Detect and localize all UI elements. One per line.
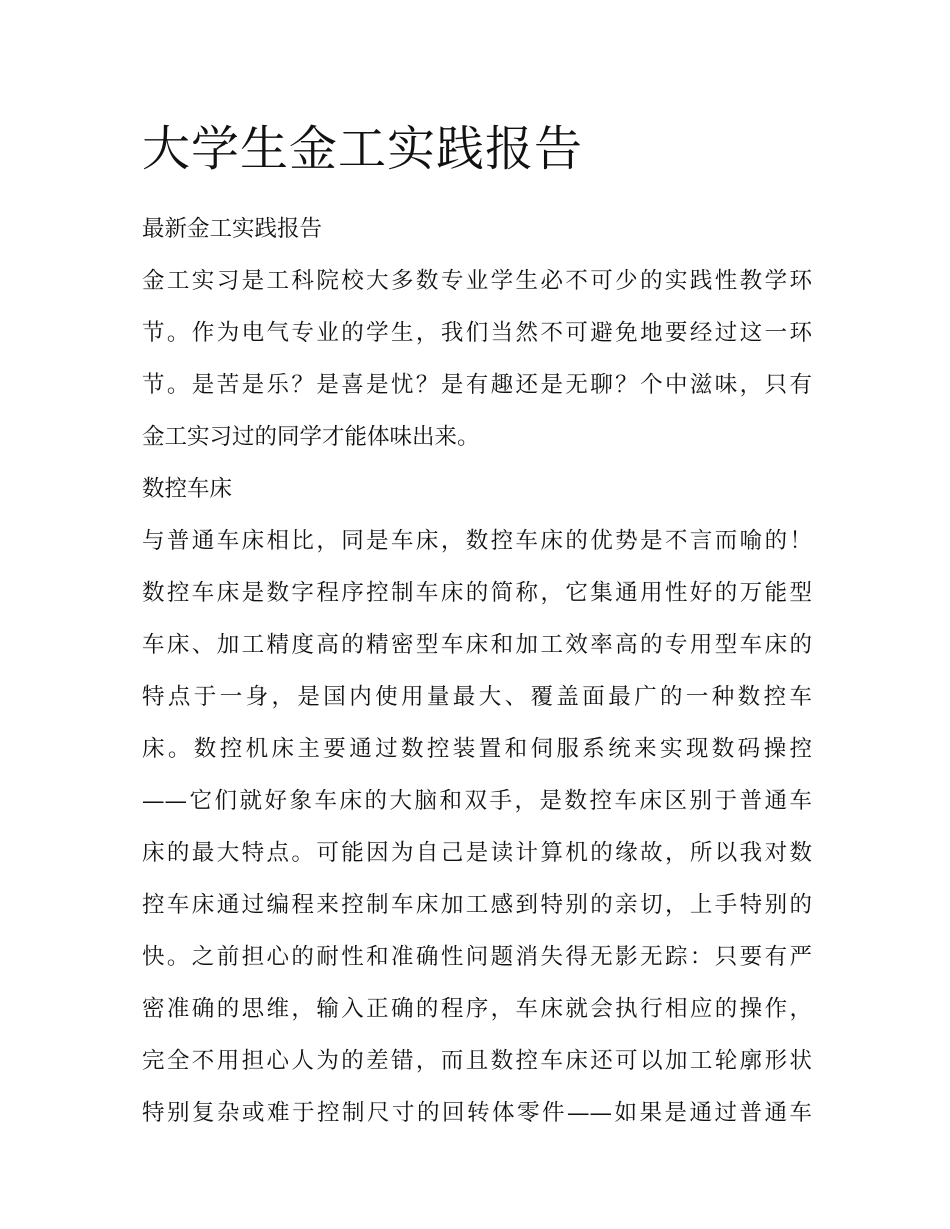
- section-heading: 数控车床: [142, 476, 233, 502]
- paragraph-line: 车床、加工精度高的精密型车床和加工效率高的专用型车床的: [142, 632, 812, 658]
- document-subtitle: 最新金工实践报告: [142, 216, 323, 242]
- paragraph-line: 节。是苦是乐？是喜是忧？是有趣还是无聊？个中滋味，只有: [142, 372, 812, 398]
- paragraph-line: 床的最大特点。可能因为自己是读计算机的缘故，所以我对数: [142, 840, 812, 866]
- paragraph-line: 节。作为电气专业的学生，我们当然不可避免地要经过这一环: [142, 320, 812, 346]
- intro-paragraph: [142, 255, 812, 463]
- paragraph-line: 特别复杂或难于控制尺寸的回转体零件——如果是通过普通车: [142, 1100, 812, 1126]
- paragraph-line: 金工实习是工科院校大多数专业学生必不可少的实践性教学环: [142, 268, 812, 294]
- paragraph-line: 控车床通过编程来控制车床加工感到特别的亲切，上手特别的: [142, 892, 812, 918]
- paragraph-line: 完全不用担心人为的差错，而且数控车床还可以加工轮廓形状: [142, 1048, 812, 1074]
- paragraph-line: 快。之前担心的耐性和准确性问题消失得无影无踪：只要有严: [142, 944, 812, 970]
- document-title: 大学生金工实践报告: [142, 121, 584, 177]
- paragraph-line: 金工实习过的同学才能体味出来。: [142, 424, 480, 450]
- paragraph-line: 数控车床是数字程序控制车床的简称，它集通用性好的万能型: [142, 580, 812, 606]
- document-body: [142, 117, 812, 1139]
- paragraph-line: ——它们就好象车床的大脑和双手，是数控车床区别于普通车: [142, 788, 812, 814]
- paragraph-line: 特点于一身，是国内使用量最大、覆盖面最广的一种数控车: [142, 684, 812, 710]
- paragraph-line: 密准确的思维，输入正确的程序，车床就会执行相应的操作，: [142, 996, 812, 1022]
- paragraph-line: 与普通车床相比，同是车床，数控车床的优势是不言而喻的！: [142, 528, 812, 554]
- cnc-lathe-paragraph: [142, 515, 812, 1139]
- paragraph-line: 床。数控机床主要通过数控装置和伺服系统来实现数码操控: [142, 736, 812, 762]
